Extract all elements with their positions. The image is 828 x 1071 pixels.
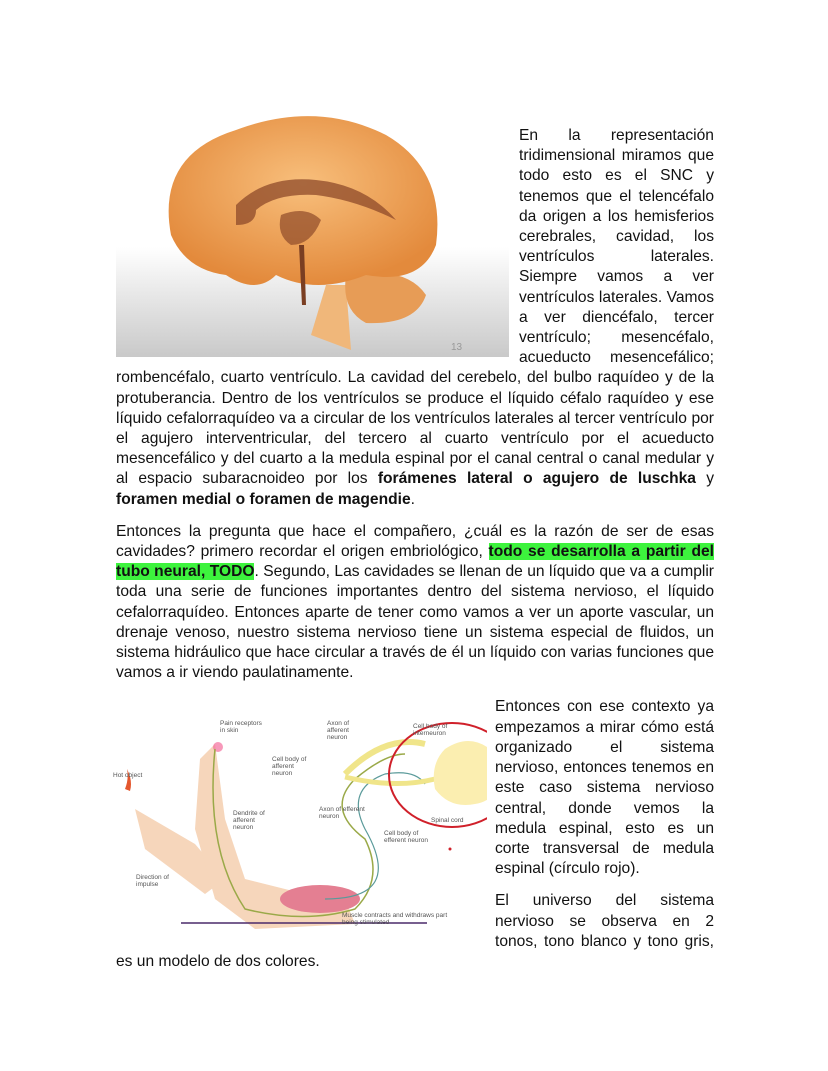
paragraph-2-end: . Segundo, Las cavidades se llenan de un líquido que va a cumplir toda una serie de funciones importantes dentro del sistema nervioso, el líquido cefalorraquídeo. Entonces aparte de tener como vamos a ver un aporte vascular, un drenaje venoso, nuestro sistema nervioso tiene un sistema especial de fluidos, un sistema hidráulico que hace circular a través de él un líquido con varias funciones que vamos a ir viendo paulatinamente. [116, 563, 715, 682]
label-axon-efferent: Axon of efferent neuron [319, 806, 365, 821]
label-cell-body-efferent: Cell body of efferent neuron [384, 830, 428, 845]
label-direction-impulse: Direction of impulse [136, 874, 169, 889]
label-dendrite: Dendrite of afferent neuron [233, 810, 265, 832]
label-axon-afferent: Axon of afferent neuron [327, 720, 350, 742]
label-muscle: Muscle contracts and withdraws part being stimulated [342, 912, 448, 927]
bold-term-magendie: foramen medial o foramen de magendie [116, 490, 411, 508]
label-pain-receptors: Pain receptors in skin [220, 720, 262, 735]
bold-term-luschka: forámenes lateral o agujero de luschka [377, 470, 696, 488]
label-hot-object: Hot object [113, 772, 143, 780]
brain-illustration [116, 95, 509, 357]
reflex-arc-figure [105, 699, 487, 944]
text-connector: y [695, 470, 714, 488]
paragraph-4: El universo del sistema nervioso se observa en 2 tonos, tono blanco y tono gris, es un modelo de dos colores. [116, 892, 714, 970]
document-body [113, 126, 715, 984]
highlighted-text: todo se desarrolla a partir del tubo neural, TODO [116, 543, 714, 581]
label-spinal-cord: Spinal cord [431, 817, 464, 825]
paragraph-2-text: Entonces la pregunta que hace el compañero, ¿cuál es la razón de ser de esas cavidades? primero recordar el origen embriológico, [116, 522, 714, 561]
brain-ventricles-figure [116, 95, 509, 357]
label-cell-body-interneuron: Cell body of interneuron [413, 723, 448, 738]
paragraph-1 [116, 126, 714, 510]
paragraph-3: Entonces con ese contexto ya empezamos a mirar cómo está organizado el sistema nervioso, entonces tenemos en este caso sistema nervioso central, donde vemos la medula espinal, esto es un corte transversal de medula espinal (círculo rojo). [495, 698, 714, 878]
reflex-section [113, 697, 714, 972]
label-cell-body-afferent: Cell body of afferent neuron [272, 756, 307, 778]
text-end: . [410, 490, 415, 508]
slide-number: 13 [451, 342, 463, 353]
paragraph-2 [116, 522, 714, 684]
paragraph-1-text: En la representación tridimensional miramos que todo esto es el SNC y tenemos que el telencéfalo da origen a los hemisferios cerebrales, cavidad, los ventrículos laterales. Siempre vamos a ver ventrículos laterales. Vamos a ver diencéfalo, tercer ventrículo; mesencéfalo, acueducto mesencefálico; rombencéfalo, cuarto ventrículo. La cavidad del cerebelo, del bulbo raquídeo y de la protuberancia. Dentro de los ventrículos se produce el líquido céfalo raquídeo y ese líquido cefalorraquídeo va a circular de los ventrículos laterales al tercer ventrículo por el agujero interventricular, del tercero al cuarto ventrículo por el acueducto mesencefálico y del cuarto a la medula espinal por el canal central o canal medular y al espacio subaracnoideo por los [116, 127, 714, 488]
